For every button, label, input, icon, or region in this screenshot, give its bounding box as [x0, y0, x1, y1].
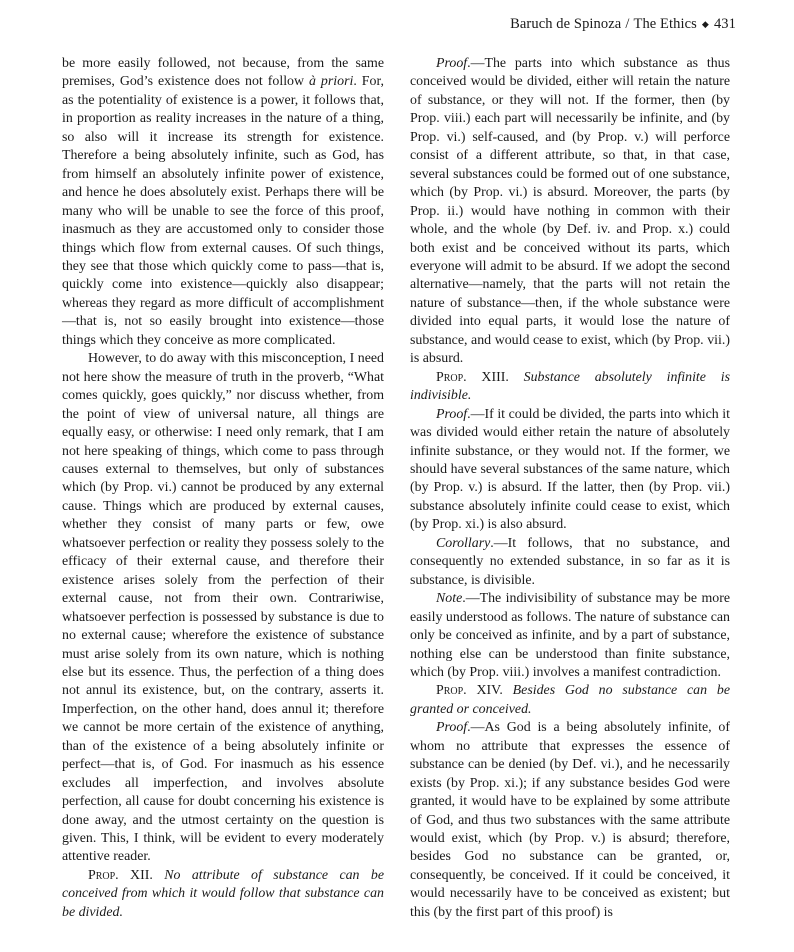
corollary: Corollary.—It follows, that no substance, and consequently no extended substance, in so far as it is substance, is divisible.: [410, 535, 730, 588]
proposition-statement: Substance absolutely infinite is indivisible.: [410, 369, 731, 404]
header-separator: /: [625, 16, 630, 32]
header-work-title: The Ethics: [633, 16, 697, 32]
paragraph-continued: be more easily followed, not because, from the same premises, God’s existence does not follow à priori. For, as the potentiality of existence is a power, it follows that, in proportion as reality increases in the nature of a thing, so also will it increase its strength for existence. Therefore a being absolutely infinite, such as God, has from himself an absolutely infinite power of existence, and hence he does absolutely exist. Perhaps there will be many who will be unable to see the force of this proof, inasmuch as they are accustomed only to consider those things which flow from external causes. Of such things, they see that those which quickly come to pass—that is, quickly come into existence—quickly also disappear; whereas they regard as more difficult of accomplishment—that is, not so easily brought into existence—those things which they conceive as more complicated.: [62, 56, 384, 348]
proof-label: Proof: [436, 406, 468, 422]
proof-13: Proof.—If it could be divided, the parts into which it was divided would either retain the nature of absolutely infinite substance, or they would not. If the former, we should have several substances of the same nature, which (by Prop. v.) is absurd. If the latter, then (by Prop. vii.) substance absolutely infinite could cease to exist, which (by Prop. xi.) is also absurd.: [410, 406, 730, 533]
paragraph-misconception: However, to do away with this misconception, I need not here show the measure of truth in the proverb, “What comes quickly, goes quickly,” nor discuss whether, from the point of view of universal nature, all things are equally easy, or otherwise: I need only remark, that I am not here speaking of things, which come to pass through causes external to themselves, but only of substances which (by Prop. vi.) cannot be produced by any external cause. Things which are produced by external causes, whether they consist of many parts or few, owe whatsoever perfection or reality they possess solely to the efficacy of their external cause, and therefore their existence arises solely from the perfection of their external cause, not from their own. Contrariwise, whatsoever perfection is possessed by substance is due to no external cause; wherefore the existence of substance must arise solely from its own nature, which is nothing else but its essence. Thus, the perfection of a thing does not annul its existence, but, on the contrary, asserts it. Imperfection, on the other hand, does annul it; therefore we cannot be more certain of the existence of anything, than of the existence of a being absolutely infinite or perfect—that is, of God. For inasmuch as his essence excludes all imperfection, and involves absolute perfection, all cause for doubt concerning his existence is done away, and the utmost certainty on the question is given. This, I think, will be evident to every moderately attentive reader.: [62, 351, 384, 865]
proposition-statement: No attribute of substance can be conceived from which it would follow that substance can be divided.: [62, 867, 384, 920]
note: Note.—The indivisibility of substance may be more easily understood as follows. The nature of substance can only be conceived as infinite, and by a part of substance, nothing else can be understood than finite substance, which (by Prop. viii.) involves a manifest contradiction.: [410, 591, 730, 680]
proposition-13: [410, 369, 730, 406]
proposition-12: [62, 867, 384, 922]
proposition-14: [410, 682, 730, 719]
proof-label: Proof: [436, 720, 468, 736]
left-column: [62, 55, 384, 922]
note-label: Note: [436, 591, 463, 607]
page-number: 431: [713, 16, 736, 32]
proposition-label: Prop. XIV.: [436, 683, 503, 699]
corollary-label: Corollary: [436, 535, 491, 551]
diamond-ornament-icon: ◆: [701, 19, 709, 29]
proposition-label: Prop. XII.: [88, 867, 153, 883]
right-column: [410, 55, 730, 922]
proposition-label: Prop. XIII.: [436, 369, 509, 385]
running-header: [510, 16, 736, 33]
header-author: Baruch de Spinoza: [510, 16, 622, 32]
proof-12: Proof.—The parts into which substance as thus conceived would be divided, either will retain the nature of substance, or they will not. If the former, then (by Prop. viii.) each part will necessarily be infinite, and (by Prop. vi.) self-caused, and (by Prop. v.) will perforce consist of a different attribute, so that, in that case, several substances could be formed out of one substance, which (by Prop. vi.) is absurd. Moreover, the parts (by Prop. ii.) would have nothing in common with their whole, and the whole (by Def. iv. and Prop. x.) could both exist and be conceived without its parts, which everyone will admit to be absurd. If we adopt the second alternative—namely, that the parts will not retain the nature of substance—then, if the whole substance were divided into equal parts, it would lose the nature of substance, and would cease to exist, which (by Prop. vii.) is absurd.: [410, 56, 730, 367]
italic-term: à priori: [309, 74, 354, 90]
proof-14: Proof.—As God is a being absolutely infinite, of whom no attribute that expresses the essence of substance can be denied (by Def. vi.), and he necessarily exists (by Prop. xi.); if any substance besides God were granted, it would have to be explained by some attribute of God, and thus two substances with the same attribute would exist, which (by Prop. v.) is absurd; therefore, besides God no substance can be granted, or, consequently, be conceived. If it could be conceived, it would necessarily have to be conceived as existent; but this (by the first part of this proof) is: [410, 720, 730, 920]
proposition-statement: Besides God no substance can be granted or conceived.: [410, 683, 730, 717]
proof-label: Proof: [436, 56, 468, 71]
